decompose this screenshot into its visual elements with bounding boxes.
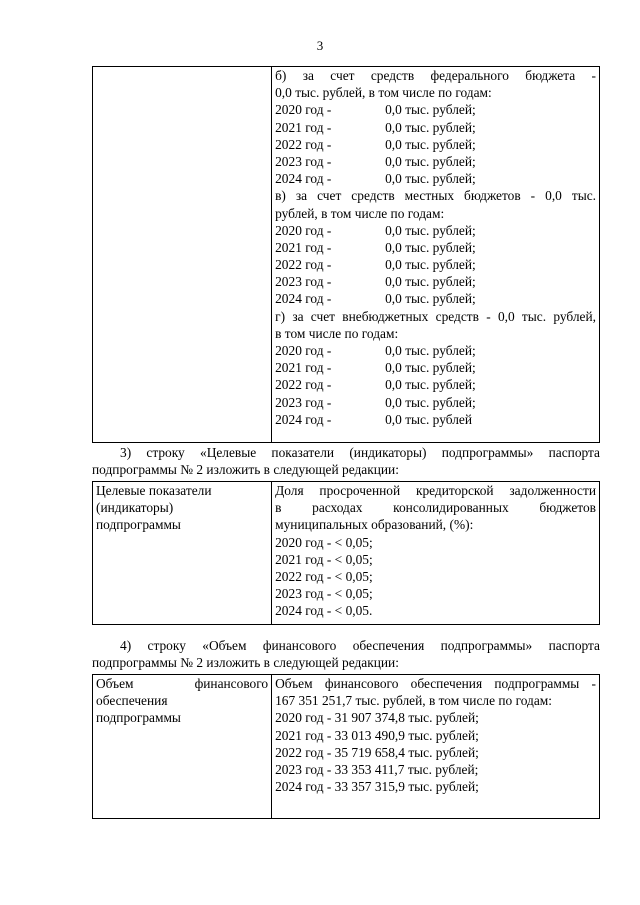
table1-line: в том числе по годам: [275, 325, 399, 341]
amount-value: 0,0 тыс. рублей; [385, 394, 476, 410]
amount-value: 0,0 тыс. рублей; [385, 119, 476, 135]
year-label: 2022 год - [275, 257, 332, 273]
table1-line [275, 153, 596, 170]
amount-value: 0,0 тыс. рублей [385, 411, 472, 427]
year-label: 2023 год - [275, 274, 332, 290]
table1-line [275, 239, 596, 256]
amount-value: 0,0 тыс. рублей; [385, 102, 476, 118]
table1-line: б) за счет средств федерального бюджета - [275, 68, 596, 83]
table2-right-line: 2020 год - < 0,05; [275, 534, 373, 550]
year-label: 2024 год - [275, 171, 332, 187]
year-label: 2022 год - [275, 377, 332, 393]
table2-right-line: 2024 год - < 0,05. [275, 603, 373, 619]
table1-line [275, 256, 596, 273]
table1-line [275, 222, 596, 239]
table1-line [275, 136, 596, 153]
table3-left-first-line [96, 675, 268, 692]
table1-right-cell [272, 67, 600, 443]
table1-line: рублей, в том числе по годам: [275, 205, 445, 221]
table1-line: 0,0 тыс. рублей, в том числе по годам: [275, 85, 492, 101]
table2-right-line: в расходах консолидированных бюджетов [275, 500, 596, 516]
table3-left-lines [96, 692, 268, 726]
funding-volume-table [92, 674, 600, 819]
amount-value: 0,0 тыс. рублей; [385, 257, 476, 273]
table3-left-line: подпрограммы [96, 710, 181, 726]
table3-left-cell [93, 675, 272, 819]
table2-left-line: подпрограммы [96, 517, 181, 533]
table1-line [275, 290, 596, 307]
table2-right-line: 2022 год - < 0,05; [275, 568, 373, 584]
table1-line [275, 411, 596, 428]
amount-value: 0,0 тыс. рублей; [385, 171, 476, 187]
table2-left-cell [93, 482, 272, 625]
year-label: 2021 год - [275, 360, 332, 376]
table2-right-line: 2023 год - < 0,05; [275, 586, 373, 602]
table3-left-line: обеспечения [96, 693, 168, 709]
table2-right-line: муниципальных образований, (%): [275, 517, 474, 533]
year-label: 2020 год - [275, 343, 332, 358]
year-label: 2021 год - [275, 239, 332, 255]
table1-line [275, 342, 596, 359]
paragraph2-line1: 4) строку «Объем финансового обеспечения подпрограммы» паспорта [120, 638, 600, 653]
table2-right-lines [275, 482, 596, 620]
table3-right-line: 2022 год - 35 719 658,4 тыс. рублей; [275, 744, 479, 760]
table2-right-line: 2021 год - < 0,05; [275, 551, 373, 567]
year-label: 2020 год - [275, 102, 332, 118]
table2-left-line: Целевые показатели [96, 483, 212, 498]
table3-right-cell [272, 675, 600, 819]
table3-left-word-b: финансового [194, 676, 269, 691]
table1-line [275, 101, 596, 118]
year-label: 2021 год - [275, 119, 332, 135]
amount-value: 0,0 тыс. рублей; [385, 360, 476, 376]
table3-right-line: 2020 год - 31 907 374,8 тыс. рублей; [275, 710, 479, 726]
table1-line [275, 119, 596, 136]
amount-value: 0,0 тыс. рублей; [385, 239, 476, 255]
table1-line [275, 376, 596, 393]
table2-right-line: Доля просроченной кредиторской задолженности [275, 483, 596, 498]
paragraph1-line1: 3) строку «Целевые показатели (индикаторы) подпрограммы» паспорта [120, 445, 600, 460]
year-label: 2023 год - [275, 153, 332, 169]
year-label: 2024 год - [275, 291, 332, 307]
target-indicators-table [92, 481, 600, 625]
amount-value: 0,0 тыс. рублей; [385, 222, 476, 238]
amount-value: 0,0 тыс. рублей; [385, 274, 476, 290]
table1-line [275, 273, 596, 290]
table1-line [275, 359, 596, 376]
year-label: 2024 год - [275, 411, 332, 427]
amount-value: 0,0 тыс. рублей; [385, 377, 476, 393]
table3-right-line: 2024 год - 33 357 315,9 тыс. рублей; [275, 779, 479, 795]
table3-right-line: 2023 год - 33 353 411,7 тыс. рублей; [275, 761, 479, 777]
table2-left-lines [96, 482, 268, 534]
table1-line [275, 170, 596, 187]
paragraph-target-indicators [92, 444, 600, 478]
amount-value: 0,0 тыс. рублей; [385, 153, 476, 169]
table3-right-line: 2021 год - 33 013 490,9 тыс. рублей; [275, 727, 479, 743]
table1-line [275, 394, 596, 411]
paragraph-funding-volume [92, 637, 600, 671]
year-label: 2022 год - [275, 136, 332, 152]
page-number: 3 [316, 38, 324, 53]
year-label: 2023 год - [275, 394, 332, 410]
amount-value: 0,0 тыс. рублей; [385, 136, 476, 152]
table3-right-line: 167 351 251,7 тыс. рублей, в том числе по годам: [275, 693, 552, 709]
amount-value: 0,0 тыс. рублей; [385, 291, 476, 307]
table1-lines [275, 67, 596, 428]
table3-right-line: Объем финансового обеспечения подпрограммы - [275, 676, 596, 691]
table1-line: в) за счет средств местных бюджетов - 0,0 тыс. [275, 188, 596, 204]
table3-right-lines [275, 675, 596, 795]
table3-left-word-a: Объем [96, 676, 134, 691]
funding-sources-table [92, 66, 600, 443]
table1-left-cell [93, 67, 272, 443]
paragraph2-line2: подпрограммы № 2 изложить в следующей редакции: [92, 655, 399, 671]
year-label: 2020 год - [275, 222, 332, 238]
amount-value: 0,0 тыс. рублей; [385, 343, 476, 358]
paragraph1-line2: подпрограммы № 2 изложить в следующей редакции: [92, 462, 399, 478]
table2-right-cell [272, 482, 600, 625]
table2-left-line: (индикаторы) [96, 500, 174, 516]
table1-line: г) за счет внебюджетных средств - 0,0 тыс. рублей, [275, 308, 596, 324]
